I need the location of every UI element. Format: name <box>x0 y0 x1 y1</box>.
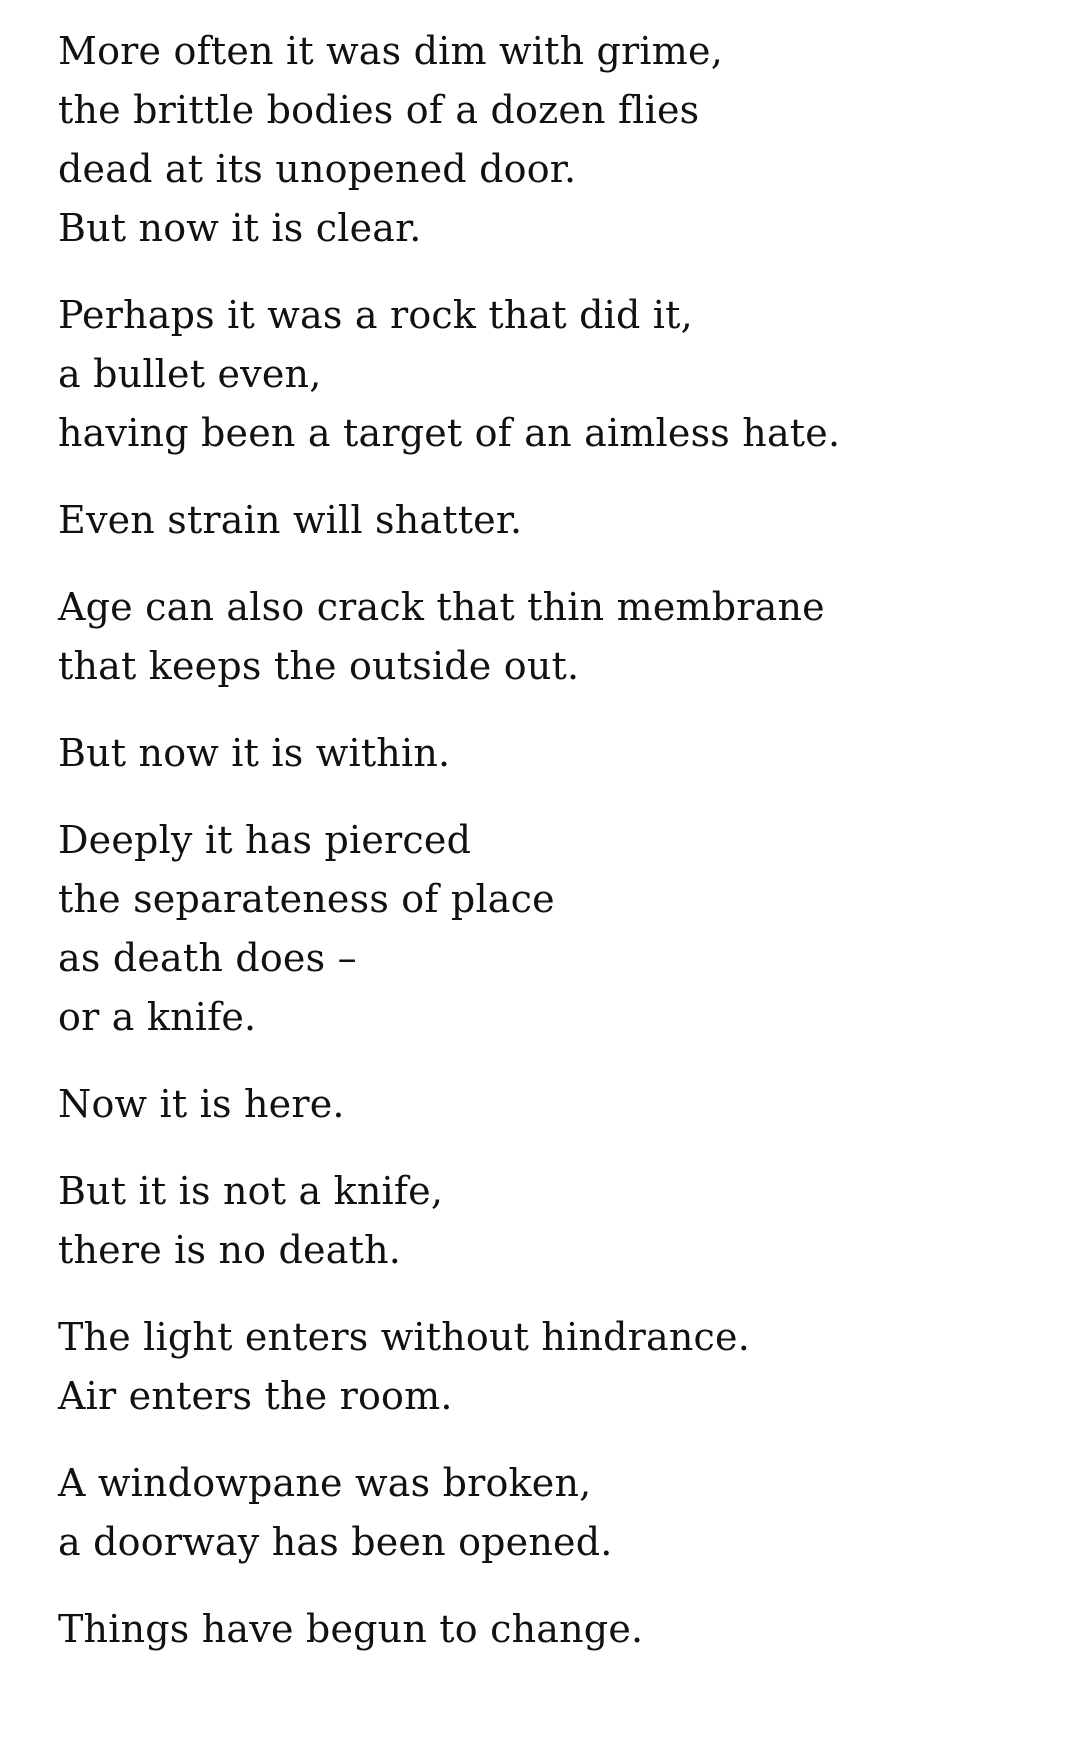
stanza-3 <box>58 491 1038 550</box>
poem-line: Air enters the room. <box>58 1374 453 1418</box>
stanza-8 <box>58 1162 1038 1280</box>
stanza-9 <box>58 1308 1038 1426</box>
poem-line: dead at its unopened door. <box>58 147 577 191</box>
stanza-7 <box>58 1075 1038 1134</box>
stanza-1 <box>58 22 1038 258</box>
poem-line: or a knife. <box>58 995 257 1039</box>
poem-line: The light enters without hindrance. <box>58 1315 751 1359</box>
poem-line: a doorway has been opened. <box>58 1520 613 1564</box>
poem-line: there is no death. <box>58 1228 402 1272</box>
poem-line: But now it is within. <box>58 731 451 775</box>
poem-line: the brittle bodies of a dozen flies <box>58 88 700 132</box>
poem-line: Even strain will shatter. <box>58 498 523 542</box>
poem-line: Perhaps it was a rock that did it, <box>58 293 693 337</box>
poem-line: Age can also crack that thin membrane <box>58 585 825 629</box>
stanza-2 <box>58 286 1038 463</box>
stanza-4 <box>58 578 1038 696</box>
poem-line: Now it is here. <box>58 1082 345 1126</box>
poem-text <box>58 22 1038 1687</box>
poem-line: A windowpane was broken, <box>58 1461 592 1505</box>
poem-line: a bullet even, <box>58 352 322 396</box>
poem-line: Deeply it has pierced <box>58 818 472 862</box>
poem-line: Things have begun to change. <box>58 1607 644 1651</box>
stanza-6 <box>58 811 1038 1047</box>
poem-line: More often it was dim with grime, <box>58 29 723 73</box>
poem-line: having been a target of an aimless hate. <box>58 411 841 455</box>
stanza-10 <box>58 1454 1038 1572</box>
poem-line: But it is not a knife, <box>58 1169 444 1213</box>
poem-line: that keeps the outside out. <box>58 644 580 688</box>
poem-line: the separateness of place <box>58 877 555 921</box>
poem-line: But now it is clear. <box>58 206 422 250</box>
poem-line: as death does – <box>58 936 357 980</box>
stanza-5 <box>58 724 1038 783</box>
stanza-11 <box>58 1600 1038 1659</box>
